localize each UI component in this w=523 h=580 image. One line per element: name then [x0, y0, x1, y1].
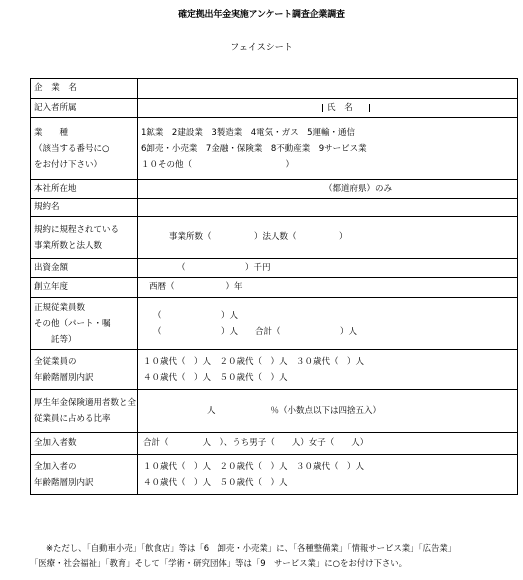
members-age-label: 全加入者の 年齢階層別内訳 — [31, 455, 138, 495]
pension-input[interactable]: 人 ％（小数点以下は四捨五入） — [138, 390, 518, 433]
founded-input[interactable]: 西暦（ ）年 — [138, 278, 518, 298]
rules-label: 規約名 — [31, 199, 138, 217]
pension-row — [31, 390, 518, 433]
founded-row — [31, 278, 518, 298]
recorder-label: 記入者所属 — [31, 99, 138, 118]
rules-input[interactable] — [138, 199, 518, 217]
face-sheet-table — [30, 78, 518, 495]
members-age-row — [31, 455, 518, 495]
all-employees-age-label: 全従業員の 年齢階層別内訳 — [31, 350, 138, 390]
face-sheet-subtitle: フェイスシート — [230, 43, 293, 53]
recorder-row — [31, 99, 518, 118]
industry-label: 業 種 （該当する番号に○ をお付け下さい） — [31, 118, 138, 180]
pension-label: 厚生年金保険適用者数と全 従業員に占める比率 — [31, 390, 138, 433]
hq-row — [31, 180, 518, 199]
members-input[interactable]: 合計（ 人 ）、うち男子（ 人）女子（ 人） — [138, 433, 518, 455]
rules-row — [31, 199, 518, 217]
employees-input[interactable]: （ ）人 （ ）人 合計（ ）人 — [138, 298, 518, 350]
members-age-input[interactable]: １０歳代（ ）人 ２０歳代（ ）人 ３０歳代（ ）人 ４０歳代（ ）人 ５０歳代（ ）人 — [138, 455, 518, 495]
hq-suffix: （都道府県）のみ — [324, 183, 393, 194]
name-input[interactable] — [369, 104, 517, 113]
footnote-line: 「医療・社会福祉」「教育」そして「学術・研究団体」等は「9 サービス業」に○をお付け下さい。 — [30, 558, 407, 568]
page-title: 確定拠出年金実施アンケート調査企業調査 — [178, 10, 345, 20]
capital-row — [31, 259, 518, 278]
company-label: 企 業 名 — [31, 79, 138, 99]
employees-label: 正規従業員数 その他（パート・嘱 託等） — [31, 298, 138, 350]
industry-option-line: 1鉱業 2建設業 3製造業 4電気・ガス 5運輸・通信 — [141, 127, 356, 138]
footnote-line: ※ただし、「自動車小売」「飲食店」等は「6 卸売・小売業」に、「各種整備業」「情報サービス業」「広告業」 — [46, 543, 457, 553]
sites-row — [31, 217, 518, 259]
founded-label: 創立年度 — [31, 278, 138, 298]
company-row — [31, 79, 518, 99]
sites-input[interactable]: 事業所数（ ）法人数（ ） — [138, 217, 518, 259]
footnote — [30, 541, 523, 571]
members-label: 全加入者数 — [31, 433, 138, 455]
capital-input[interactable]: （ ）千円 — [138, 259, 518, 278]
industry-option-line: 6卸売・小売業 7金融・保険業 8不動産業 9サービス業 — [141, 143, 367, 154]
industry-option-line: １０その他（ ） — [141, 159, 295, 170]
name-label: 氏 名 — [322, 104, 369, 113]
all-employees-age-input[interactable]: １０歳代（ ）人 ２０歳代（ ）人 ３０歳代（ ）人 ４０歳代（ ）人 ５０歳代（ ）人 — [138, 350, 518, 390]
hq-input[interactable] — [138, 180, 518, 199]
members-row — [31, 433, 518, 455]
sites-label: 規約に規程されている 事業所数と法人数 — [31, 217, 138, 259]
all-employees-age-row — [31, 350, 518, 390]
employees-row — [31, 298, 518, 350]
industry-options[interactable] — [138, 118, 518, 180]
company-input[interactable] — [138, 79, 518, 99]
recorder-input[interactable] — [138, 104, 322, 113]
industry-row — [31, 118, 518, 180]
hq-label: 本社所在地 — [31, 180, 138, 199]
capital-label: 出資金額 — [31, 259, 138, 278]
